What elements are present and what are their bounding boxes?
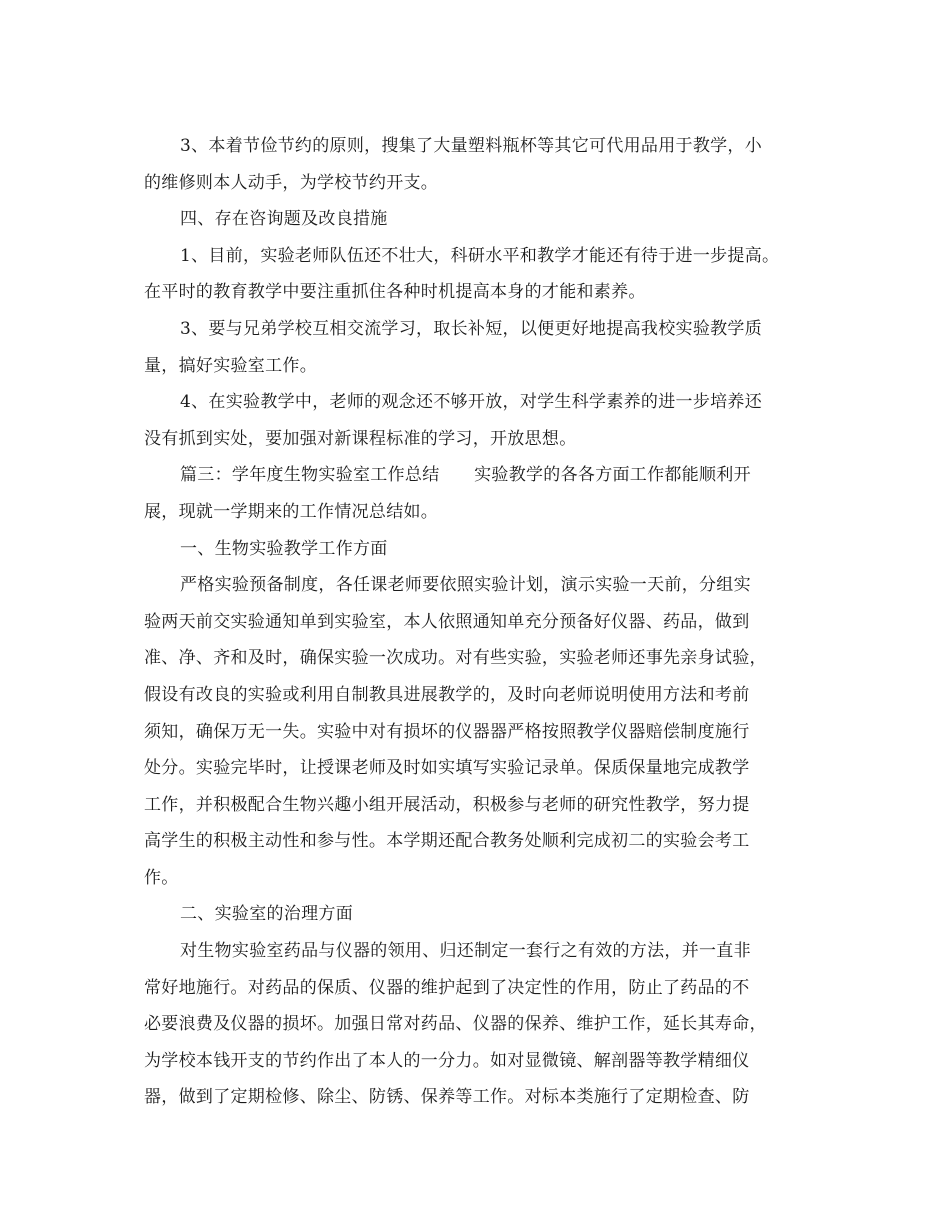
text-line: 一、生物实验教学工作方面 <box>180 538 388 559</box>
text-line: 没有抓到实处，要加强对新课程标准的学习，开放思想。 <box>144 428 577 449</box>
text-line: 处分。实验完毕时，让授课老师及时如实填写实验记录单。保质保量地完成教学 <box>144 758 750 779</box>
text-line: 必要浪费及仪器的损坏。加强日常对药品、仪器的保养、维护工作，延长其寿命， <box>144 1014 767 1035</box>
text-line: 1、目前，实验老师队伍还不壮大，科研水平和教学才能还有待于进一步提高。 <box>180 245 780 266</box>
text-line: 在平时的教育教学中要注重抓住各种时机提高本身的才能和素养。 <box>144 282 646 303</box>
text-line: 器，做到了定期检修、除尘、防锈、保养等工作。对标本类施行了定期检查、防 <box>144 1087 750 1108</box>
document-body <box>144 128 824 1116</box>
text-line: 为学校本钱开支的节约作出了本人的一分力。如对显微镜、解剖器等教学精细仪 <box>144 1050 750 1071</box>
text-line: 4、在实验教学中，老师的观念还不够开放，对学生科学素养的进一步培养还 <box>180 392 763 413</box>
text-line: 假设有改良的实验或利用自制教具进展教学的，及时向老师说明使用方法和考前 <box>144 684 750 705</box>
text-line: 对生物实验室药品与仪器的领用、归还制定一套行之有效的方法，并一直非 <box>180 941 751 962</box>
text-line: 四、存在咨询题及改良措施 <box>180 209 388 230</box>
text-line: 常好地施行。对药品的保质、仪器的维护起到了决定性的作用，防止了药品的不 <box>144 977 750 998</box>
text-line: 二、实验室的治理方面 <box>180 904 353 925</box>
text-line: 工作，并积极配合生物兴趣小组开展活动，积极参与老师的研究性教学，努力提 <box>144 794 750 815</box>
text-line: 的维修则本人动手，为学校节约开支。 <box>144 172 439 193</box>
text-line: 3、要与兄弟学校互相交流学习，取长补短，以便更好地提高我校实验教学质 <box>180 318 763 339</box>
text-line: 篇三：学年度生物实验室工作总结 实验教学的各各方面工作都能顺利开 <box>180 465 751 486</box>
text-line: 展，现就一学期来的工作情况总结如。 <box>144 501 439 522</box>
text-line: 须知，确保万无一失。实验中对有损坏的仪器器严格按照教学仪器赔偿制度施行 <box>144 721 750 742</box>
text-line: 量，搞好实验室工作。 <box>144 355 317 376</box>
text-line: 高学生的积极主动性和参与性。本学期还配合教务处顺利完成初二的实验会考工 <box>144 831 750 852</box>
text-line: 3、本着节俭节约的原则，搜集了大量塑料瓶杯等其它可代用品用于教学，小 <box>180 136 763 156</box>
text-line: 严格实验预备制度，各任课老师要依照实验计划，演示实验一天前，分组实 <box>180 575 751 596</box>
text-line: 验两天前交实验通知单到实验室，本人依照通知单充分预备好仪器、药品，做到 <box>144 611 750 632</box>
text-line: 准、净、齐和及时，确保实验一次成功。对有些实验，实验老师还事先亲身试验， <box>144 648 767 669</box>
text-line: 作。 <box>144 867 179 888</box>
